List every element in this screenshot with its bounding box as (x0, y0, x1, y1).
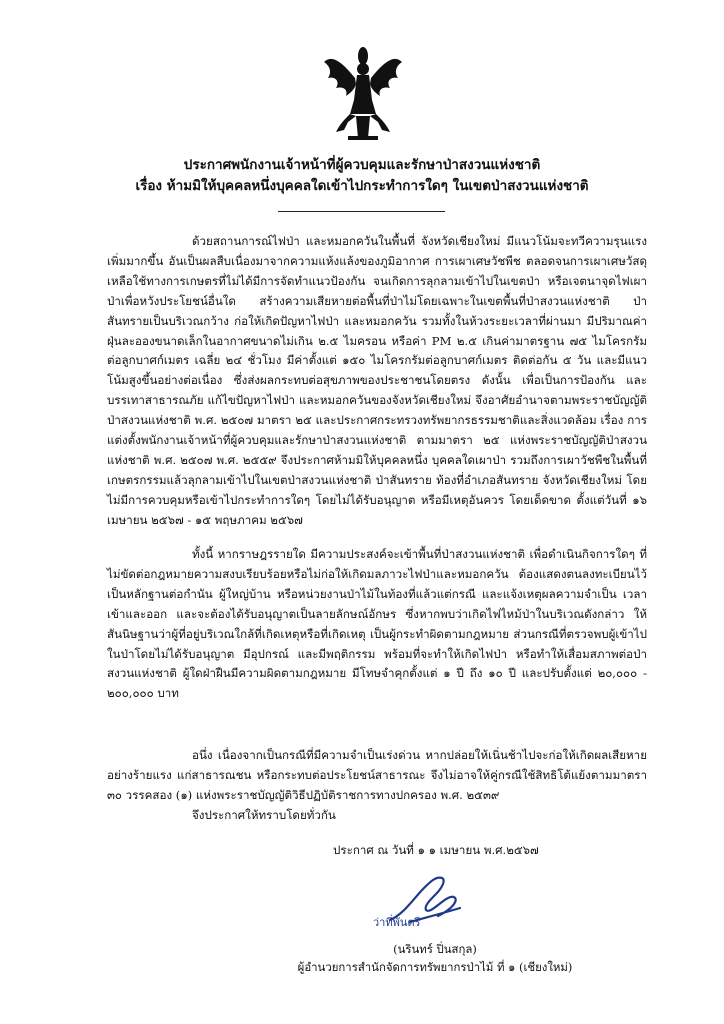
body-paragraph-2: ทั้งนี้ หากราษฎรรายใด มีความประสงค์จะเข้าพื้นที่ป่าสงวนแห่งชาติ เพื่อดำเนินกิจการใดๆ ที่ไม่ขัดต่อกฎหมายความสงบเรียบร้อยหรือไม่ก่อให้เกิดมลภาวะไฟป่าและหมอกควัน ต้องแสดงตนลงทะเบียนไว้เป็นหลักฐานต่อกำนัน ผู้ใหญ่บ้าน หรือหน่วยงานป่าไม้ในท้องที่แล้วแต่กรณี และแจ้งเหตุผลความจำเป็น เวลาเข้าและออก และจะต้องได้รับอนุญาตเป็นลายลักษณ์อักษร ซึ่งหากพบว่าเกิดไฟไหม้ป่าในบริเวณดังกล่าว ให้สันนิษฐานว่าผู้ที่อยู่บริเวณใกล้ที่เกิดเหตุหรือที่เกิดเหตุ เป็นผู้กระทำผิดตามกฎหมาย ส่วนกรณีที่ตรวจพบผู้เข้าไปในป่าโดยไม่ได้รับอนุญาต มีอุปกรณ์ และมีพฤติกรรม พร้อมที่จะทำให้เกิดไฟป่า หรือทำให้เสื่อมสภาพต่อป่าสงวนแห่งชาติ ผู้ใดฝ่าฝืนมีความผิดตามกฎหมาย มีโทษจำคุกตั้งแต่ ๑ ปี ถึง ๑๐ ปี และปรับตั้งแต่ ๒๐,๐๐๐ - ๒๐๐,๐๐๐ บาท (107, 547, 647, 701)
acting-rank-label: ว่าที่พันตรี (373, 916, 421, 929)
garuda-emblem-icon (322, 42, 404, 142)
closing-line: จึงประกาศให้ทราบโดยทั่วกัน (192, 808, 336, 822)
announcement-date: ประกาศ ณ วันที่ ๑ ๑ เมษายน พ.ศ.๒๕๖๗ (333, 843, 539, 857)
body-paragraph-1: ด้วยสถานการณ์ไฟป่า และหมอกควันในพื้นที่ จังหวัดเชียงใหม่ มีแนวโน้มจะทวีความรุนแรงเพิ่มมากขึ้น อันเป็นผลสืบเนื่องมาจากความแห้งแล้งของภูมิอากาศ การเผาเศษวัชพืช ตลอดจนการเผาเศษวัสดุเหลือใช้ทางการเกษตรที่ไม่ได้มีการจัดทำแนวป้องกัน จนเกิดการลุกลามเข้าไปในเขตป่า หรือเจตนาจุดไฟเผาป่าเพื่อหวังประโยชน์อื่นใด สร้างความเสียหายต่อพื้นที่ป่าไม่โดยเฉพาะในเขตพื้นที่ป่าสงวนแห่งชาติ ป่าสันทรายเป็นบริเวณกว้าง ก่อให้เกิดปัญหาไฟป่า และหมอกควัน รวมทั้งในห้วงระยะเวลาที่ผ่านมา มีปริมาณค่าฝุ่นละอองขนาดเล็กในอากาศขนาดไม่เกิน ๒.๕ ไมครอน หรือค่า PM ๒.๕ เกินค่ามาตรฐาน ๗๕ ไมโครกรัมต่อลูกบาศก์เมตร เฉลี่ย ๒๔ ชั่วโมง มีค่าตั้งแต่ ๑๕๐ ไมโครกรัมต่อลูกบาศก์เมตร ติดต่อกัน ๕ วัน และมีแนวโน้มสูงขึ้นอย่างต่อเนื่อง ซึ่งส่งผลกระทบต่อสุขภาพของประชาชนโดยตรง ดังนั้น เพื่อเป็นการป้องกัน และบรรเทาสาธารณภัย แก้ไขปัญหาไฟป่า และหมอกควันของจังหวัดเชียงใหม่ จึงอาศัยอำนาจตามพระราชบัญญัติป่าสงวนแห่งชาติ พ.ศ. ๒๕๐๗ มาตรา ๒๕ และประกาศกระทรวงทรัพยากรธรรมชาติและสิ่งแวดล้อม เรื่อง การแต่งตั้งพนักงานเจ้าหน้าที่ผู้ควบคุมและรักษาป่าสงวนแห่งชาติ ตามมาตรา ๒๕ แห่งพระราชบัญญัติป่าสงวนแห่งชาติ พ.ศ. ๒๕๐๗ พ.ศ. ๒๕๕๙ จึงประกาศห้ามมิให้บุคคลหนึ่ง บุคคลใดเผาป่า รวมถึงการเผาวัชพืชในพื้นที่เกษตรกรรมแล้วลุกลามเข้าไปในเขตป่าสงวนแห่งชาติ ป่าสันทราย ท้องที่อำเภอสันทราย จังหวัดเชียงใหม่ โดยไม่มีการควบคุมหรือเข้าไปกระทำการใดๆ โดยไม่ได้รับอนุญาต หรือมีเหตุอันควร โดยเด็ดขาด ตั้งแต่วันที่ ๑๖ เมษายน ๒๕๖๗ - ๑๕ พฤษภาคม ๒๕๖๗ (107, 234, 647, 527)
signer-position: ผู้อำนวยการสำนักจัดการทรัพยากรป่าไม้ ที่ ๑ (เชียงใหม่) (297, 960, 573, 974)
body-paragraph-3: อนึ่ง เนื่องจากเป็นกรณีที่มีความจำเป็นเร่งด่วน หากปล่อยให้เนิ่นช้าไปจะก่อให้เกิดผลเสียหายอย่างร้ายแรง แก่สาธารณชน หรือกระทบต่อประโยชน์สาธารณะ จึงไม่อาจให้คู่กรณีใช้สิทธิโต้แย้งตามมาตรา ๓๐ วรรคสอง (๑) แห่งพระราชบัญญัติวิธีปฏิบัติราชการทางปกครอง พ.ศ. ๒๕๓๙ (107, 748, 647, 802)
announcement-title: ประกาศพนักงานเจ้าหน้าที่ผู้ควบคุมและรักษาป่าสงวนแห่งชาติ (183, 157, 541, 173)
announcement-subject: เรื่อง ห้ามมิให้บุคคลหนึ่งบุคคลใดเข้าไปกระทำการใดๆ ในเขตป่าสงวนแห่งชาติ (135, 178, 589, 194)
signer-name: (นรินทร์ ปิ่นสกุล) (393, 942, 477, 956)
title-divider (278, 211, 445, 212)
